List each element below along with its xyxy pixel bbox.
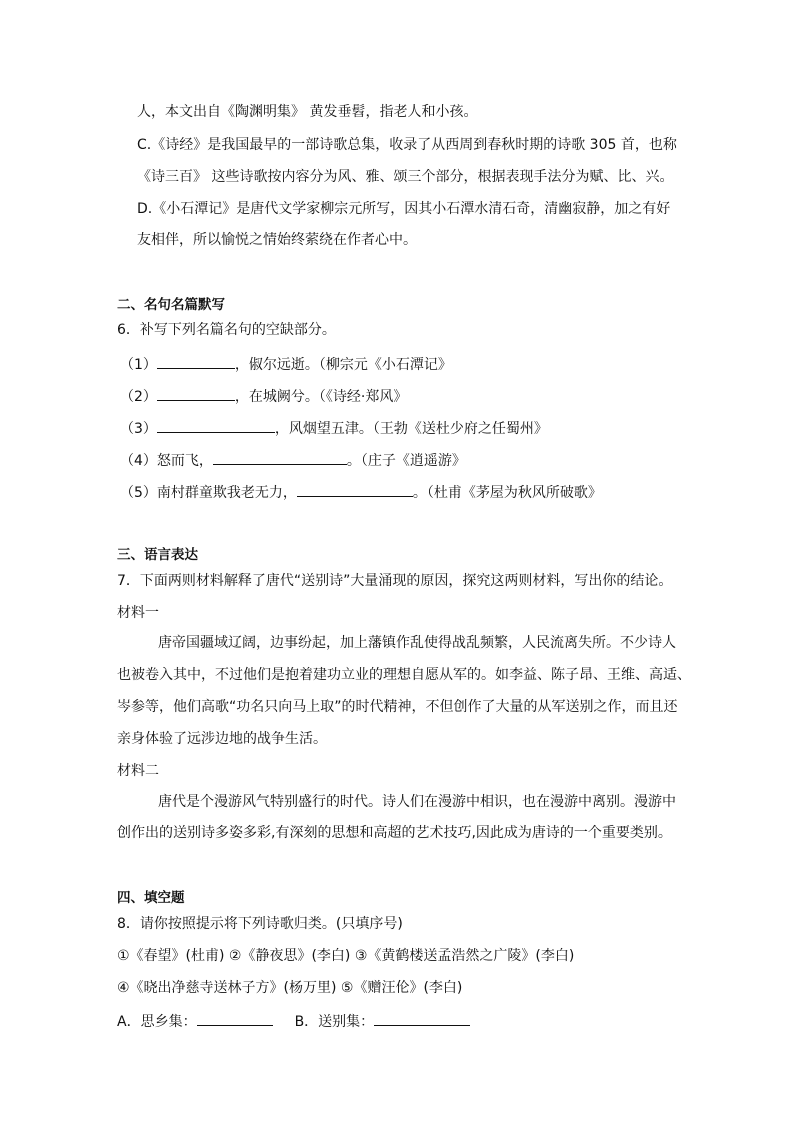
fill-item-1 [120,354,452,374]
fill-item-5 [120,482,602,502]
material-2-line-1: 唐代是个漫游风气特别盛行的时代。诗人们在漫游中相识，也在漫游中离别。漫游中 [158,794,676,810]
fill-item-number: （3） [120,421,157,437]
fill-item-prefix: 南村群童欺我老无力， [156,485,297,501]
fill-item-suffix: 。（杜甫《茅屋为秋风所破歌》 [412,485,602,501]
question-8: 8．请你按照提示将下列诗歌归类。(只填序号) [117,916,403,932]
fill-item-suffix: ，俶尔远逝。（柳宗元《小石潭记》 [234,357,452,373]
fill-item-2 [120,386,407,406]
question-7: 7．下面两则材料解释了唐代“送别诗”大量涌现的原因，探究这两则材料，写出你的结论。 [117,573,673,589]
fill-item-number: （4） [120,453,157,469]
section-heading-4: 四、填空题 [117,890,185,906]
fill-item-suffix: ，风烟望五津。（王勃《送杜少府之任蜀州》 [274,421,548,437]
fill-item-number: （1） [120,357,157,373]
option-c-line-1: C.《诗经》是我国最早的一部诗歌总集，收录了从西周到春秋时期的诗歌 305 首，也称 [137,137,677,153]
material-1-line-1: 唐帝国疆域辽阔，边事纷起，加上藩镇作乱使得战乱频繁，人民流离失所。不少诗人 [158,635,676,651]
material-1-title: 材料一 [117,605,159,621]
fill-item-number: （5） [120,485,157,501]
material-2-title: 材料二 [117,763,159,779]
answer-blank[interactable] [297,482,413,497]
material-1-line-3: 岑参等，他们高歌“功名只向马上取”的时代精神，不但创作了大量的从军送别之作，而且还 [117,699,678,715]
poem-list-line-2: ④《晓出净慈寺送林子方》(杨万里) ⑤《赠汪伦》(李白) [117,980,463,996]
question-6: 6．补写下列名篇名句的空缺部分。 [117,322,336,338]
answer-line [117,1011,470,1031]
fill-item-3 [120,418,548,438]
answer-blank[interactable] [157,354,235,369]
answer-b-label: B．送别集： [294,1014,375,1030]
fill-item-suffix: 。（庄子《逍遥游》 [346,453,466,469]
poem-list-line-1: ①《春望》(杜甫) ②《静夜思》(李白) ③《黄鹤楼送孟浩然之广陵》(李白) [117,948,575,964]
material-1-line-4: 亲身体验了远涉边地的战争生活。 [117,731,327,747]
option-d-line-1: D.《小石潭记》是唐代文学家柳宗元所写，因其小石潭水清石奇，清幽寂静，加之有好 [137,201,671,217]
fill-item-4 [120,450,466,470]
option-d-line-2: 友相伴，所以愉悦之情始终萦绕在作者心中。 [137,232,417,248]
answer-blank[interactable] [213,450,347,465]
option-b-continuation: 人，本文出自《陶渊明集》 黄发垂髫，指老人和小孩。 [137,104,478,120]
section-heading-3: 三、语言表达 [117,547,198,563]
answer-a-label: A．思乡集： [117,1014,197,1030]
fill-item-number: （2） [120,389,157,405]
answer-a-blank[interactable] [197,1011,273,1026]
material-1-line-2: 也被卷入其中，不过他们是抱着建功立业的理想自愿从军的。如李益、陈子昂、王维、高适、 [117,667,691,683]
fill-item-suffix: ，在城阙兮。（《诗经·郑风》 [234,389,408,405]
fill-item-prefix: 怒而飞， [156,453,213,469]
answer-b-blank[interactable] [374,1011,470,1026]
answer-blank[interactable] [157,386,235,401]
material-2-line-2: 创作出的送别诗多姿多彩,有深刻的思想和高超的艺术技巧,因此成为唐诗的一个重要类别。 [117,825,672,841]
section-heading-2: 二、名句名篇默写 [117,297,225,313]
answer-blank[interactable] [157,418,275,433]
option-c-line-2: 《诗三百》 这些诗歌按内容分为风、雅、颂三个部分，根据表现手法分为赋、比、兴。 [137,169,674,185]
